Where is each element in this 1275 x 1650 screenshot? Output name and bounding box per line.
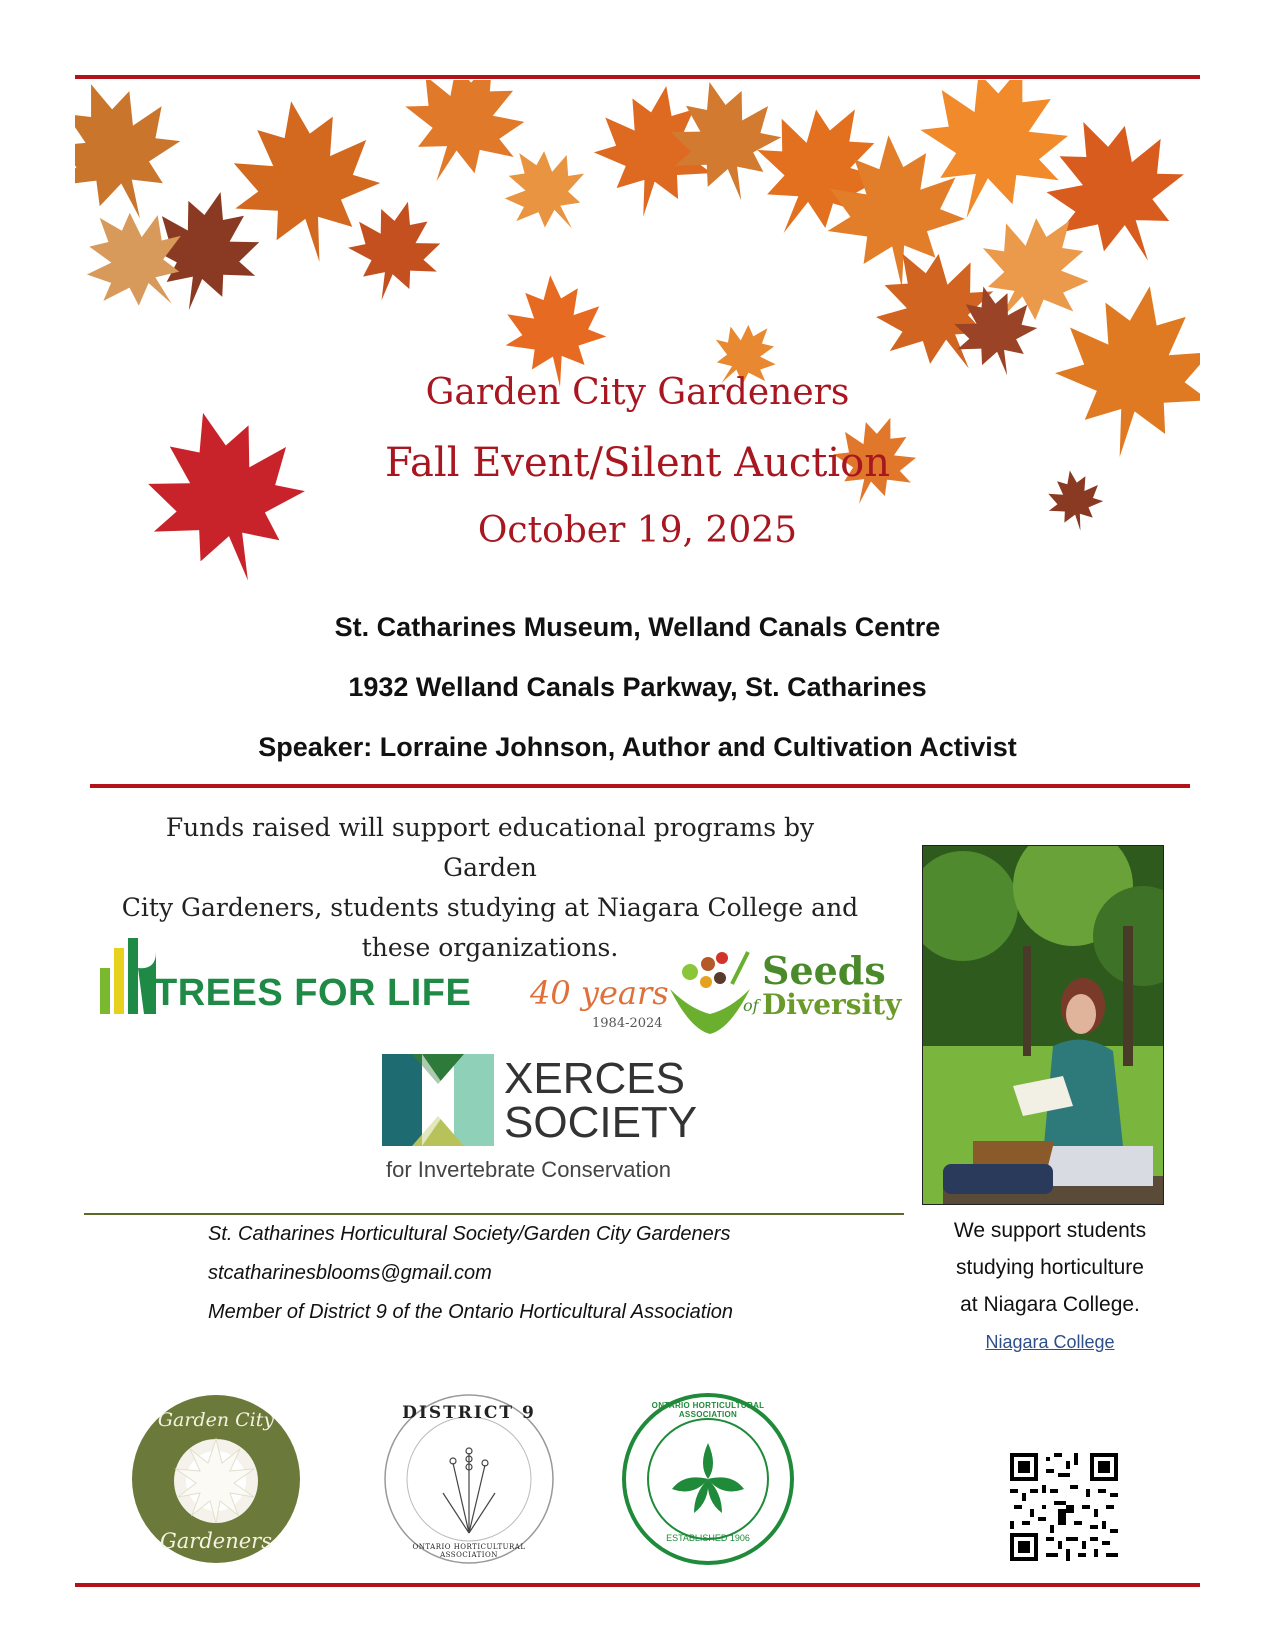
support-line-1: We support students xyxy=(953,1219,1147,1242)
xerces-line-2: SOCIETY xyxy=(504,1098,698,1147)
gcg-top-text: Garden City xyxy=(157,1409,275,1431)
trees-for-life-logo xyxy=(98,938,470,1018)
district-9-badge xyxy=(383,1393,555,1565)
funds-line-1: Funds raised will support educational programs by Garden xyxy=(165,813,815,882)
xerces-society-logo xyxy=(382,1054,712,1184)
speaker: Speaker: Lorraine Johnson, Author and Cultivation Activist xyxy=(258,732,1017,762)
niagara-college-link[interactable]: Niagara College xyxy=(985,1332,1115,1352)
org-title: Garden City Gardeners xyxy=(425,372,850,413)
seeds-years: 40 years xyxy=(530,974,669,1012)
seeds-diversity: Diversity xyxy=(762,988,902,1021)
footer-member: Member of District 9 of the Ontario Horticultural Association xyxy=(208,1301,734,1323)
district-bottom-text: ONTARIO HORTICULTURAL ASSOCIATION xyxy=(412,1543,526,1559)
autumn-leaves-banner xyxy=(75,80,1200,595)
footer-society: St. Catharines Horticultural Society/Garden City Gardeners xyxy=(208,1223,731,1245)
footer-email[interactable]: stcatharinesblooms@gmail.com xyxy=(208,1262,492,1284)
seeds-range: 1984-2024 xyxy=(592,1016,663,1031)
oha-ring-text: ONTARIO HORTICULTURAL ASSOCIATION xyxy=(651,1401,765,1419)
xerces-line-1: XERCES xyxy=(504,1054,685,1103)
trees-icon xyxy=(98,938,158,1016)
support-statement xyxy=(920,1212,1180,1323)
student-reading-photo xyxy=(922,845,1164,1205)
funds-line-3: these organizations. xyxy=(361,933,619,962)
district-top-text: DISTRICT 9 xyxy=(402,1403,536,1423)
event-title: Fall Event/Silent Auction xyxy=(385,440,890,486)
seed-hands-icon xyxy=(660,944,760,1034)
gcg-bottom-text: Gardeners xyxy=(160,1529,272,1553)
support-line-3: at Niagara College. xyxy=(960,1293,1140,1316)
trees-for-life-text: TREES FOR LIFE xyxy=(154,972,472,1014)
qr-code[interactable] xyxy=(1010,1453,1118,1561)
seeds-of: of xyxy=(743,996,759,1015)
seeds-of-diversity-logo xyxy=(530,944,900,1044)
footer-rule xyxy=(84,1213,904,1215)
venue: St. Catharines Museum, Welland Canals Centre xyxy=(334,612,941,642)
funds-line-2: City Gardeners, students studying at Niagara College and xyxy=(121,893,859,922)
garden-city-gardeners-badge xyxy=(130,1393,302,1565)
xerces-x-icon xyxy=(382,1054,494,1146)
address: 1932 Welland Canals Parkway, St. Catharines xyxy=(348,672,927,702)
chrysanthemum-icon xyxy=(174,1439,258,1523)
top-rule xyxy=(75,75,1200,79)
oha-established-text: ESTABLISHED 1906 xyxy=(666,1533,750,1543)
ontario-horticultural-association-badge xyxy=(622,1393,794,1565)
bottom-rule xyxy=(75,1583,1200,1587)
xerces-tagline: for Invertebrate Conservation xyxy=(386,1157,671,1182)
support-line-2: studying horticulture xyxy=(956,1256,1144,1279)
middle-rule xyxy=(90,784,1190,788)
seeds-name: Seeds xyxy=(762,948,886,993)
event-date: October 19, 2025 xyxy=(477,510,798,551)
